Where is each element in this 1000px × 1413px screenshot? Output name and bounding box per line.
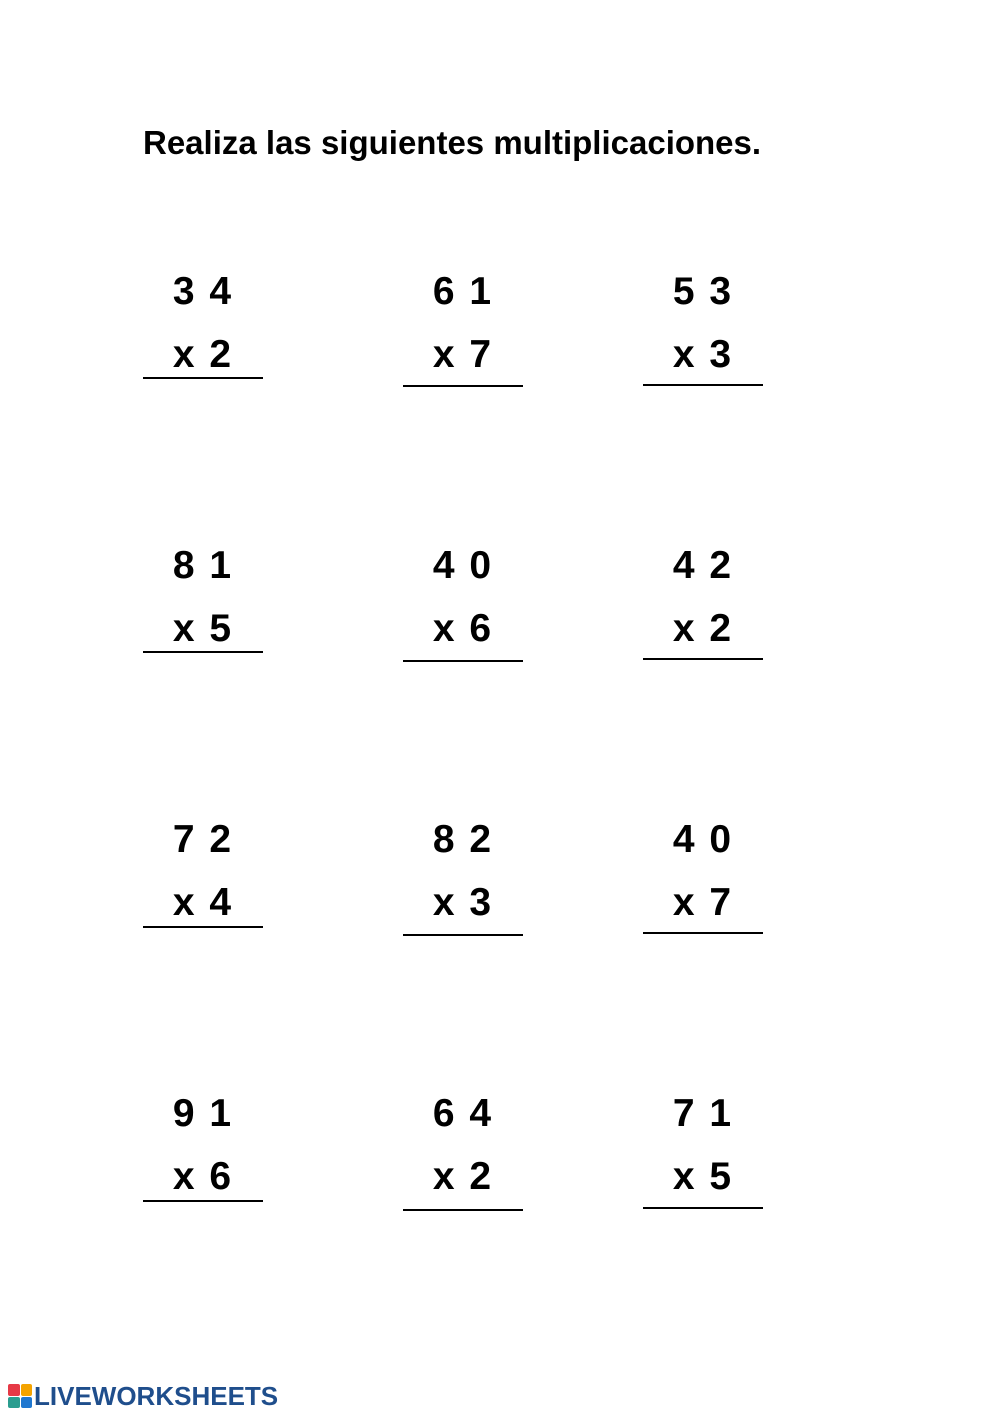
answer-line	[403, 1209, 523, 1211]
problem-2	[403, 270, 523, 400]
answer-line	[403, 660, 523, 662]
multiplier: x 2	[432, 1155, 494, 1198]
multiplicand: 7 2	[172, 818, 234, 861]
answer-line	[643, 384, 763, 386]
multiplier: x 6	[172, 1155, 234, 1198]
answer-line	[143, 651, 263, 653]
problem-5	[403, 544, 523, 674]
multiplier: x 5	[172, 607, 234, 650]
multiplier: x 6	[432, 607, 494, 650]
multiplicand: 7 1	[672, 1092, 734, 1135]
multiplier: x 4	[172, 881, 234, 924]
answer-line	[403, 385, 523, 387]
multiplicand: 6 1	[432, 270, 494, 313]
problem-3	[643, 270, 763, 400]
multiplier: x 7	[432, 333, 494, 376]
multiplicand: 4 0	[432, 544, 494, 587]
answer-line	[403, 934, 523, 936]
problem-8	[403, 818, 523, 948]
problem-6	[643, 544, 763, 674]
problem-12	[643, 1092, 763, 1222]
footer-brand[interactable]	[8, 1381, 278, 1411]
logo-block-red	[8, 1384, 20, 1396]
multiplicand: 5 3	[672, 270, 734, 313]
multiplicand: 8 1	[172, 544, 234, 587]
answer-line	[143, 1200, 263, 1202]
multiplier: x 2	[672, 607, 734, 650]
answer-line	[143, 377, 263, 379]
brand-name: LIVEWORKSHEETS	[34, 1380, 279, 1411]
answer-line	[643, 932, 763, 934]
problem-9	[643, 818, 763, 948]
logo-block-blue	[21, 1397, 33, 1409]
multiplier: x 5	[672, 1155, 734, 1198]
instruction-text: Realiza las siguientes multiplicaciones.	[143, 124, 762, 161]
problem-11	[403, 1092, 523, 1222]
multiplicand: 6 4	[432, 1092, 494, 1135]
multiplicand: 9 1	[172, 1092, 234, 1135]
problem-7	[143, 818, 263, 948]
multiplicand: 4 2	[672, 544, 734, 587]
multiplier: x 3	[432, 881, 494, 924]
multiplier: x 7	[672, 881, 734, 924]
multiplier: x 2	[172, 333, 234, 376]
answer-line	[643, 1207, 763, 1209]
logo-block-orange	[21, 1384, 33, 1396]
multiplicand: 8 2	[432, 818, 494, 861]
multiplicand: 4 0	[672, 818, 734, 861]
multiplier: x 3	[672, 333, 734, 376]
multiplicand: 3 4	[172, 270, 234, 313]
answer-line	[643, 658, 763, 660]
liveworksheets-logo-icon	[8, 1384, 32, 1408]
problem-4	[143, 544, 263, 674]
problem-10	[143, 1092, 263, 1222]
answer-line	[143, 926, 263, 928]
problem-1	[143, 270, 263, 400]
logo-block-teal	[8, 1397, 20, 1409]
